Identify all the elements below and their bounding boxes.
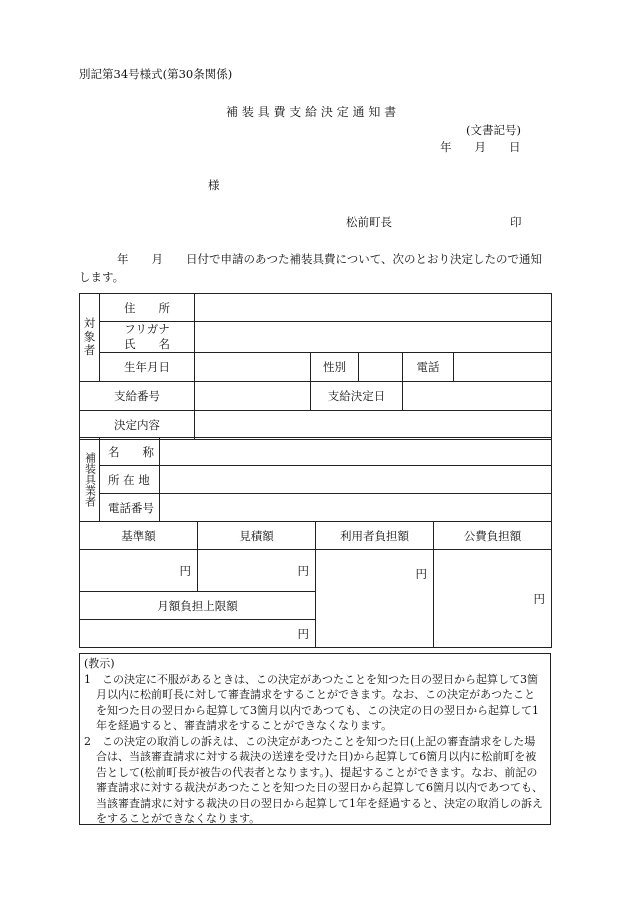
vendor-phone-field[interactable] [160,494,552,522]
name-label [100,322,195,353]
yen-unit: 円 [297,626,309,641]
monthly-limit-label: 月額負担上限額 [80,592,316,620]
sex-label: 性別 [311,353,359,382]
estimate-field[interactable] [198,550,316,592]
instructions-heading: (教示) [84,657,115,670]
payment-date-field[interactable] [403,382,552,411]
estimate-label: 見積額 [198,522,316,550]
name-label-text: 氏 名 [124,337,170,351]
subject-group-label: 対象者 [80,294,100,382]
kana-label: フリガナ [124,322,170,336]
seal-mark: 印 [510,215,522,229]
recipient-info-table [79,293,552,440]
base-amount-field[interactable] [80,550,198,592]
public-burden-label: 公費負担額 [434,522,552,550]
instruction-item-1: 1 この決定に不服があるときは、この決定があつたことを知つた日の翌日から起算して3箇月以内に松前町長に対して審査請求をすることができます。なお、この決定があつたことを知つた日の翌日から起算して3箇月以内であつても、この決定の日の翌日から起算して1年を経過すると、審査請求をすることができなくなります。 [84,672,539,732]
base-amount-label: 基準額 [80,522,198,550]
vendor-name-label: 名 称 [100,438,160,466]
vendor-location-label: 所 在 地 [100,466,160,494]
intro-text-line2: します。 [79,270,125,284]
phone-field[interactable] [454,353,552,382]
vendor-info-table [79,437,552,522]
decision-field[interactable] [195,411,552,440]
vendor-location-field[interactable] [160,466,552,494]
birth-date-label: 生年月日 [100,353,195,382]
address-label: 住 所 [100,294,195,322]
yen-unit: 円 [297,563,309,578]
vendor-phone-label: 電話番号 [100,494,160,522]
address-field[interactable] [195,294,552,322]
intro-text-line1: 年 月 日付で申請のあつた補装具費について、次のとおり決定したので通知 [117,252,543,266]
issuer-name: 松前町長 [346,215,392,229]
decision-label: 決定内容 [80,411,195,440]
payment-date-label: 支給決定日 [311,382,403,411]
vendor-group-label: 補装具業者 [80,438,100,522]
yen-unit: 円 [415,567,427,581]
user-burden-label: 利用者負担額 [316,522,434,550]
document-number: (文書記号) [466,123,521,137]
form-id: 別記第34号様式(第30条関係) [79,67,233,81]
birth-date-field[interactable] [195,353,311,382]
payment-number-label: 支給番号 [80,382,195,411]
monthly-limit-field[interactable] [80,620,316,648]
vendor-name-field[interactable] [160,438,552,466]
amount-table [79,521,552,648]
instruction-item-2: 2 この決定の取消しの訴えは、この決定があつたことを知つた日(上記の審査請求をした場合は、当該審査請求に対する裁決の送達を受けた日)から起算して6箇月以内に松前町を被告として(松前町長が被告の代表者となります。)、提起することができます。なお、前記の審査請求に対する裁決があつたことを知つた日の翌日から起算して6箇月以内であつても、当該審査請求に対する裁決の日の翌日から起算して1年を経過すると、決定の取消しの訴えをすることができなくなります。 [84,734,543,825]
user-burden-field[interactable] [316,550,434,648]
yen-unit: 円 [179,563,191,578]
addressee-suffix: 様 [208,178,220,192]
phone-label: 電話 [403,353,454,382]
instructions-box [79,653,551,825]
document-title: 補 装 具 費 支 給 決 定 通 知 書 [226,105,397,119]
payment-number-field[interactable] [195,382,311,411]
yen-unit: 円 [533,591,545,606]
public-burden-field[interactable] [434,550,552,648]
sex-field[interactable] [359,353,403,382]
issue-date: 年 月 日 [440,140,521,154]
name-field[interactable] [195,322,552,353]
